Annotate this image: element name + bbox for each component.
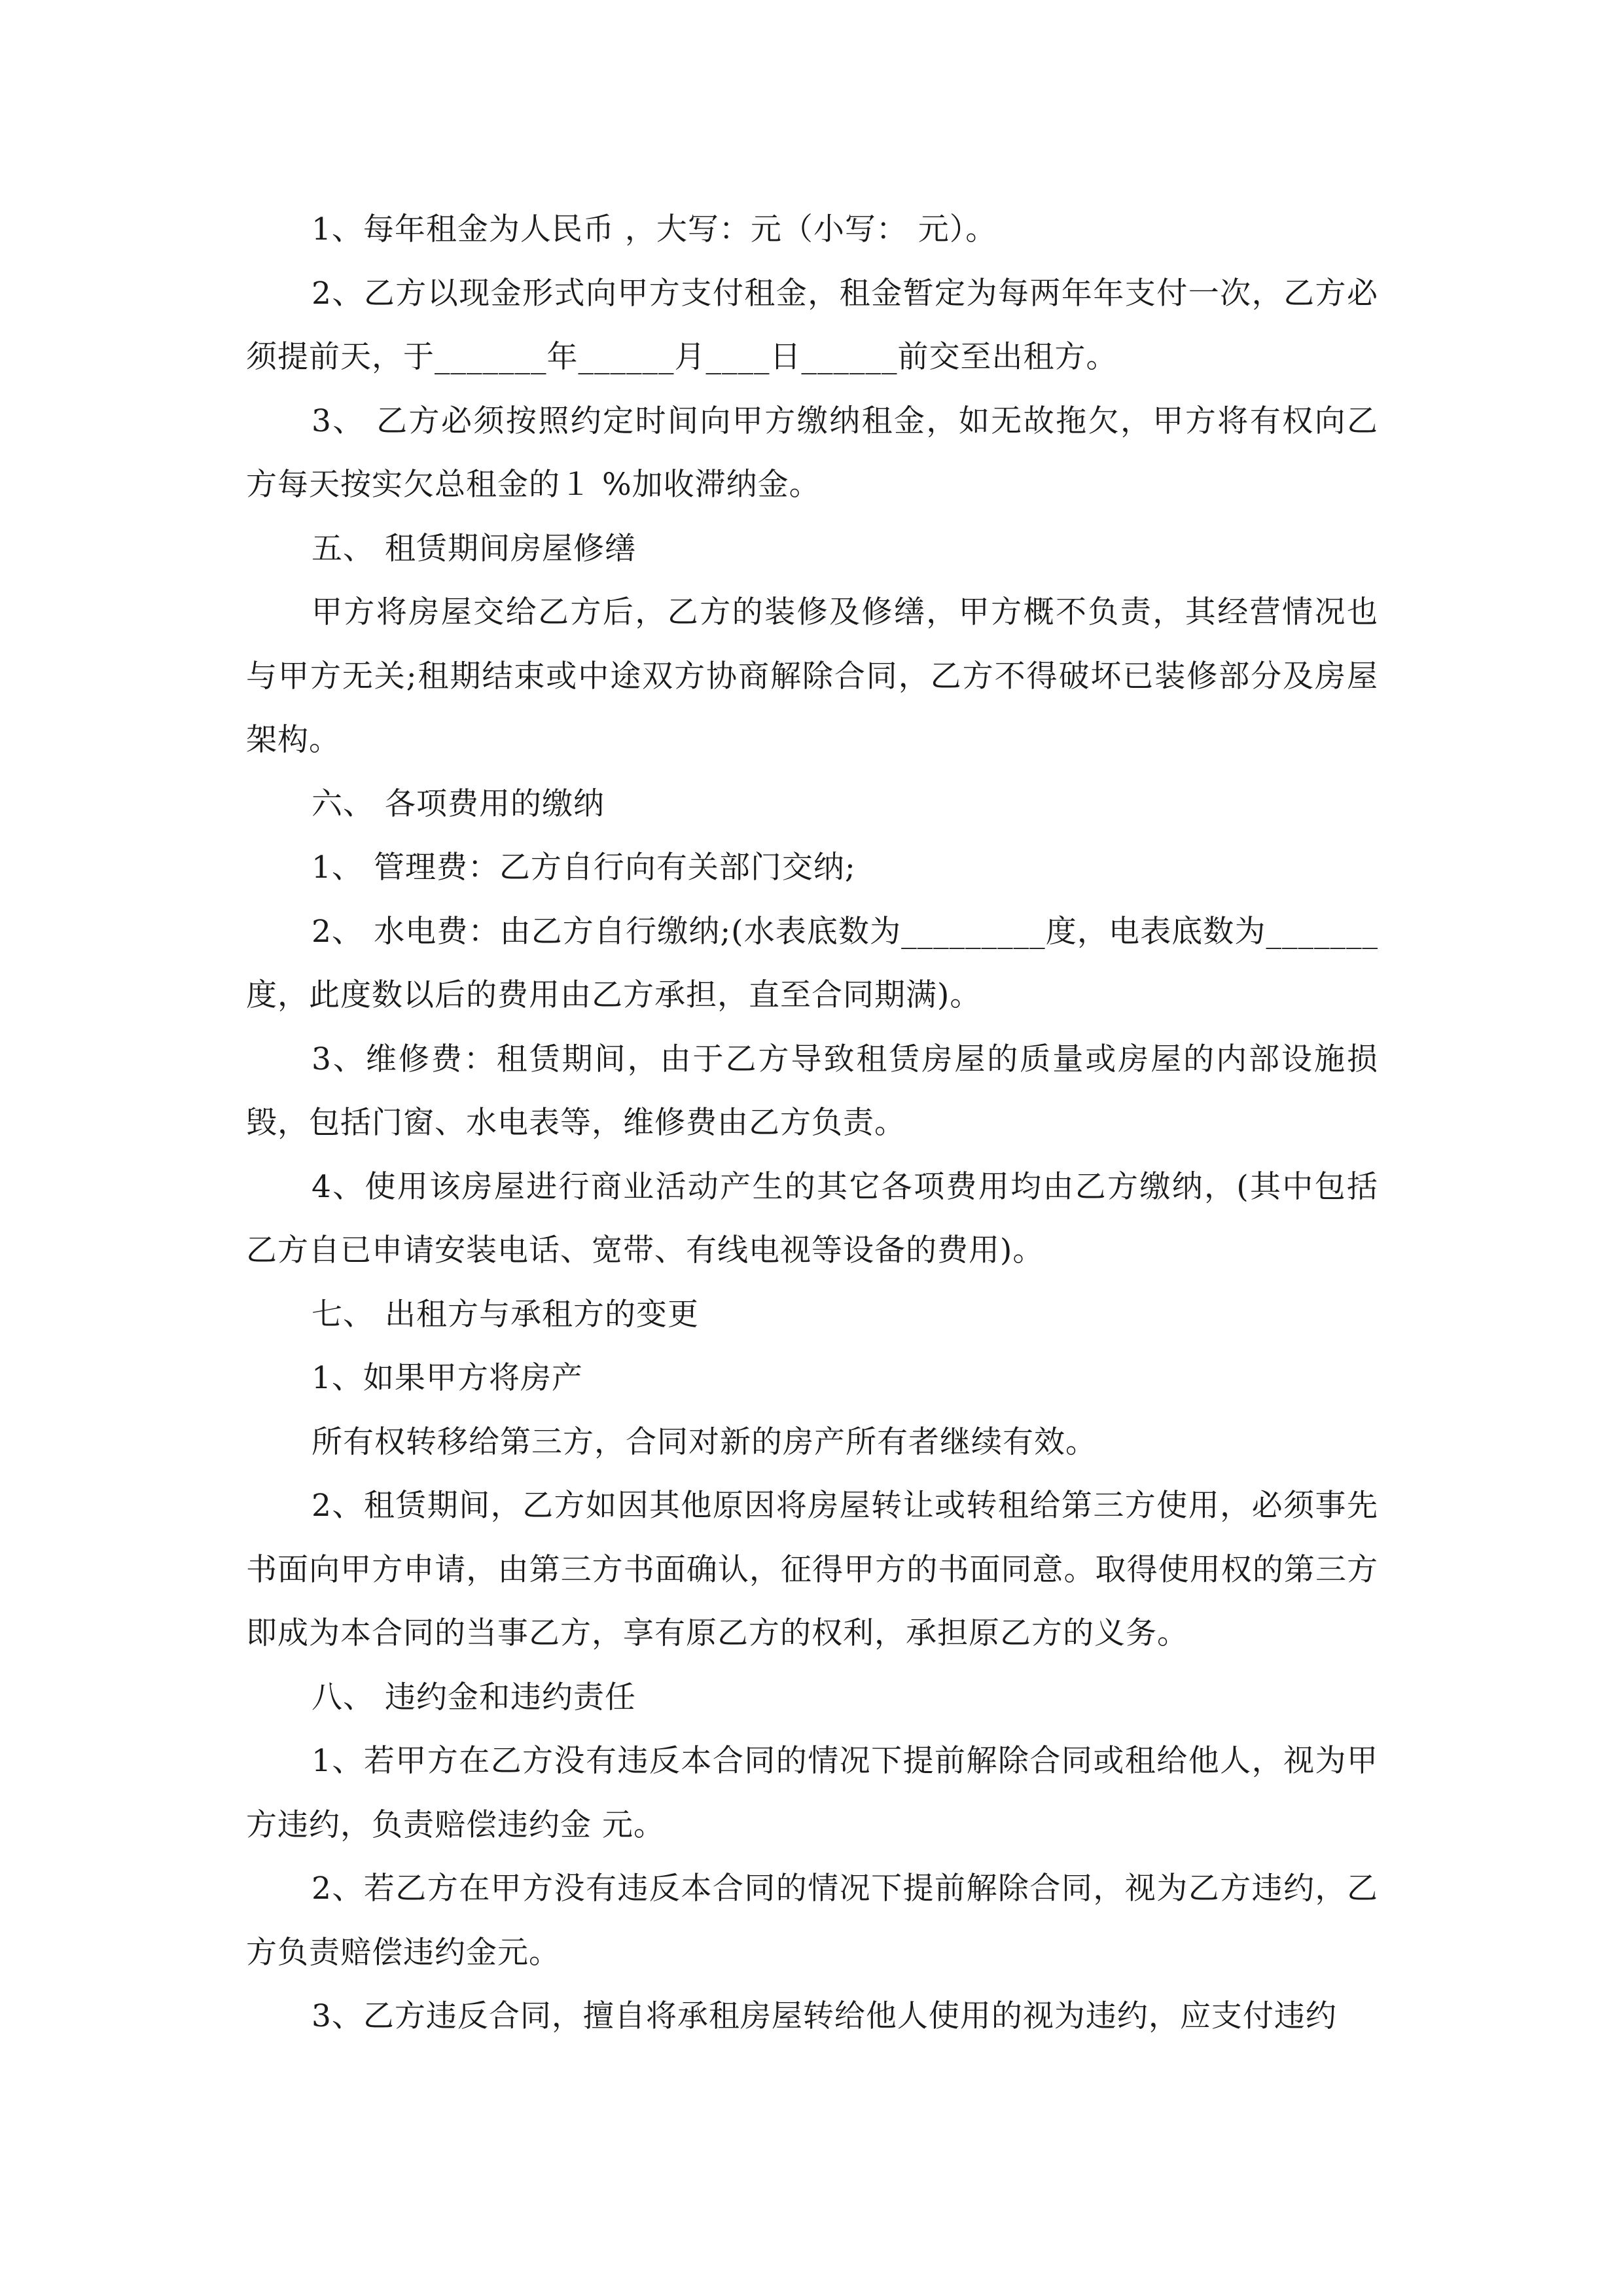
paragraph-tenant-breach: 2、若乙方在甲方没有违反本合同的情况下提前解除合同，视为乙方违约，乙方负责赔偿违约金元。 <box>246 1871 1378 1971</box>
section-heading-changes: 七、 出租方与承租方的变更 <box>312 1296 699 1333</box>
paragraph-management-fee: 1、 管理费：乙方自行向有关部门交纳; <box>312 850 856 886</box>
paragraph-late-fee: 3、 乙方必须按照约定时间向甲方缴纳租金，如无故拖欠，甲方将有权向乙方每天按实欠总租金的１ %加收滞纳金。 <box>246 403 1378 503</box>
paragraph-sublease: 2、租赁期间，乙方如因其他原因将房屋转让或转租给第三方使用，必须事先书面向甲方申请，由第三方书面确认，征得甲方的书面同意。取得使用权的第三方即成为本合同的当事乙方，享有原乙方的权利，承担原乙方的义务。 <box>246 1488 1378 1651</box>
paragraph-rent-payment: 2、乙方以现金形式向甲方支付租金，租金暂定为每两年年支付一次，乙方必须提前天，于_______年______月____日______前交至出租方。 <box>246 275 1378 375</box>
paragraph-ownership-transfer: 所有权转移给第三方，合同对新的房产所有者继续有效。 <box>312 1424 1097 1460</box>
paragraph-landlord-breach: 1、若甲方在乙方没有违反本合同的情况下提前解除合同或租给他人，视为甲方违约，负责赔偿违约金 元。 <box>246 1743 1378 1843</box>
section-heading-breach: 八、 违约金和违约责任 <box>312 1679 636 1715</box>
paragraph-other-fees: 4、使用该房屋进行商业活动产生的其它各项费用均由乙方缴纳，(其中包括乙方自已申请安装电话、宽带、有线电视等设备的费用)。 <box>246 1168 1378 1268</box>
paragraph-property-transfer: 1、如果甲方将房产 <box>312 1360 583 1396</box>
paragraph-utilities-fee: 2、 水电费：由乙方自行缴纳;(水表底数为_________度，电表底数为_______度，此度数以后的费用由乙方承担，直至合同期满)。 <box>246 913 1378 1013</box>
paragraph-rent-amount: 1、每年租金为人民币 ，大写：元（小写： 元）。 <box>312 211 997 247</box>
paragraph-repairs: 甲方将房屋交给乙方后，乙方的装修及修缮，甲方概不负责，其经营情况也与甲方无关;租期结束或中途双方协商解除合同，乙方不得破坏已装修部分及房屋架构。 <box>246 594 1378 758</box>
paragraph-unauthorized-transfer: 3、乙方违反合同，擅自将承租房屋转给他人使用的视为违约，应支付违约 <box>312 1998 1337 2034</box>
paragraph-maintenance-fee: 3、维修费：租赁期间，由于乙方导致租赁房屋的质量或房屋的内部设施损毁，包括门窗、水电表等，维修费由乙方负责。 <box>246 1041 1378 1141</box>
section-heading-repairs: 五、 租赁期间房屋修缮 <box>312 530 636 567</box>
document-body <box>246 198 1378 2049</box>
section-heading-fees: 六、 各项费用的缴纳 <box>312 785 605 822</box>
